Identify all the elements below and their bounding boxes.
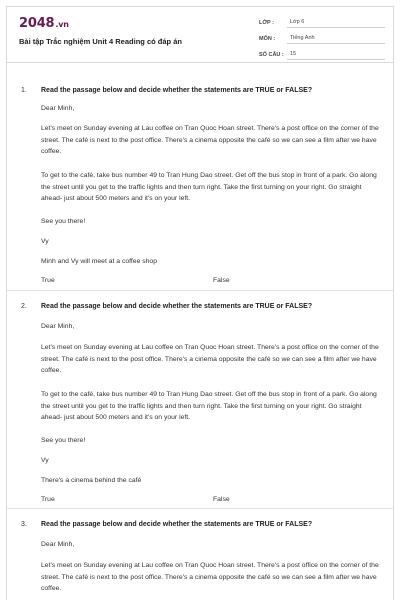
question-number: 2. [21,303,27,310]
answer-options [41,277,381,288]
worksheet-header [7,7,393,63]
meta-value: Lớp 6 [287,19,385,28]
letter-signature: Vy [41,238,49,245]
meta-row-count [259,47,385,60]
logo-main: 2048 [19,16,55,31]
answer-option-false[interactable]: False [213,277,230,284]
letter-greeting: Dear Minh, [41,541,75,548]
question-prompt: Read the passage below and decide whether the statements are TRUE or FALSE? [41,521,313,528]
letter-closing: See you there! [41,437,86,444]
page-title: Bài tập Trắc nghiệm Unit 4 Reading có đáp án [19,37,182,46]
letter-paragraph: Let's meet on Sunday evening at Lau coffee on Tran Quoc Hoan street. There's a post office on the corner of the street. The café is next to the post office. There's a cinema opposite the café so we can see a film after we have coffee. [41,125,379,156]
letter-paragraph: Let's meet on Sunday evening at Lau coffee on Tran Quoc Hoan street. There's a post office on the corner of the street. The café is next to the post office. There's a cinema opposite the café so we can see a film after we have coffee. [41,344,379,375]
logo-suffix: .vn [55,20,69,29]
question-number: 1. [21,87,27,94]
question-item [7,509,393,600]
meta-value: 15 [287,51,385,60]
question-statement: Minh and Vy will meet at a coffee shop [41,258,157,265]
worksheet-page [6,6,394,600]
question-prompt: Read the passage below and decide whether the statements are TRUE or FALSE? [41,87,313,94]
question-prompt: Read the passage below and decide whether the statements are TRUE or FALSE? [41,303,313,310]
question-statement: There's a cinema behind the café [41,477,142,484]
meta-row-subject [259,31,385,44]
meta-key: MÔN : [259,36,276,42]
meta-value: Tiếng Anh [287,35,385,44]
question-item [7,63,393,291]
letter-paragraph: To get to the café, take bus number 49 to Tran Hung Dao street. Get off the bus stop in front of a park. Go along the street until you get to the traffic lights and then turn right. Take the first turning on your right. Go straight ahead- just about 500 meters and it's on your left. [41,391,377,422]
letter-greeting: Dear Minh, [41,323,75,330]
meta-key: LỚP : [259,20,274,26]
meta-row-class [259,15,385,28]
letter-paragraph: Let's meet on Sunday evening at Lau coffee on Tran Quoc Hoan street. There's a post office on the corner of the street. The café is next to the post office. There's a cinema opposite the café so we can see a film after we have coffee. [41,562,379,593]
worksheet-meta [259,15,385,63]
letter-greeting: Dear Minh, [41,105,75,112]
site-logo[interactable] [19,16,69,31]
meta-key: SỐ CÂU : [259,52,284,58]
question-list [7,63,393,600]
letter-signature: Vy [41,457,49,464]
answer-option-true[interactable]: True [41,496,55,503]
answer-option-true[interactable]: True [41,277,55,284]
question-number: 3. [21,521,27,528]
answer-options [41,496,381,507]
letter-paragraph: To get to the café, take bus number 49 to Tran Hung Dao street. Get off the bus stop in front of a park. Go along the street until you get to the traffic lights and then turn right. Take the first turning on your right. Go straight ahead- just about 500 meters and it's on your left. [41,172,377,203]
answer-option-false[interactable]: False [213,496,230,503]
letter-closing: See you there! [41,218,86,225]
question-item [7,291,393,509]
